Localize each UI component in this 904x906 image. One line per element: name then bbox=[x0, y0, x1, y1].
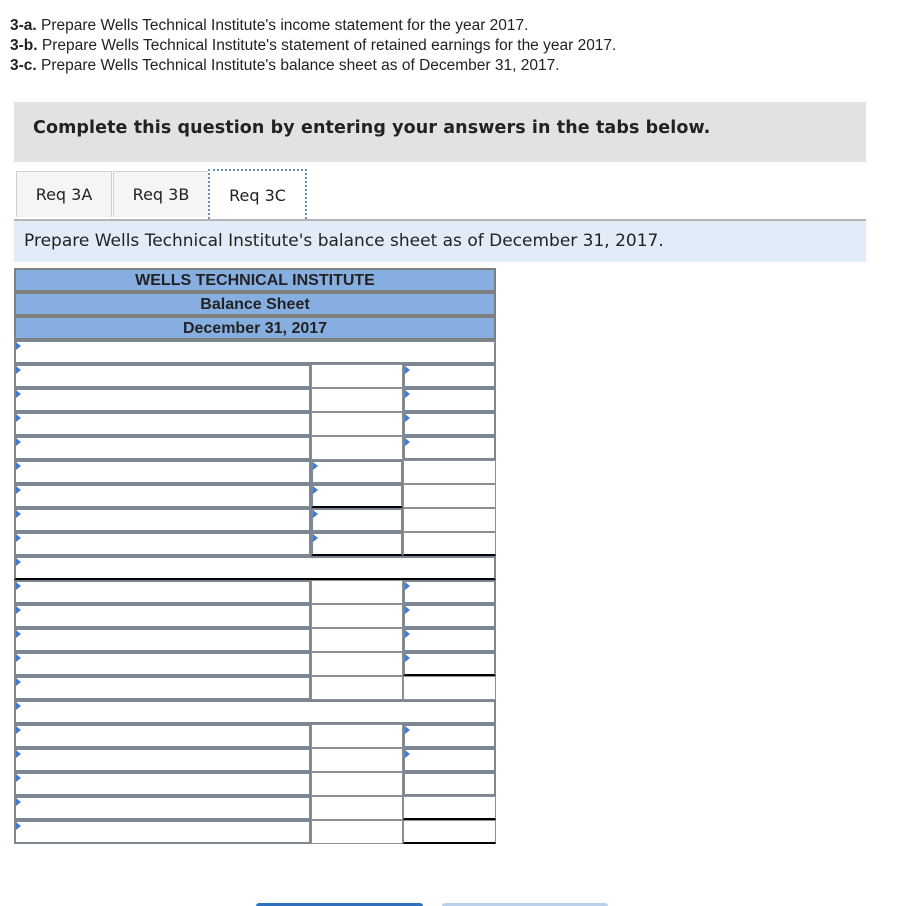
table-row bbox=[14, 580, 496, 604]
account-name-cell[interactable] bbox=[14, 652, 311, 676]
total-cell-input[interactable] bbox=[405, 606, 494, 626]
amount-cell[interactable] bbox=[311, 532, 403, 556]
account-name-cell-input[interactable] bbox=[16, 366, 309, 386]
account-name-cell-input[interactable] bbox=[16, 774, 309, 794]
amount-cell-input[interactable] bbox=[312, 749, 402, 771]
section-label-cell[interactable] bbox=[14, 700, 496, 724]
account-name-cell[interactable] bbox=[14, 796, 311, 820]
table-row bbox=[14, 364, 496, 388]
account-name-cell[interactable] bbox=[14, 484, 311, 508]
amount-cell[interactable] bbox=[311, 412, 403, 436]
total-cell[interactable] bbox=[403, 364, 496, 388]
amount-cell[interactable] bbox=[311, 724, 403, 748]
account-name-cell[interactable] bbox=[14, 412, 311, 436]
section-label-cell[interactable] bbox=[14, 340, 496, 364]
amount-cell[interactable] bbox=[311, 580, 403, 604]
account-name-cell-input[interactable] bbox=[16, 798, 309, 818]
total-cell[interactable] bbox=[403, 484, 496, 508]
account-name-cell[interactable] bbox=[14, 820, 311, 844]
table-row bbox=[14, 508, 496, 532]
total-cell[interactable] bbox=[403, 388, 496, 412]
account-name-cell[interactable] bbox=[14, 748, 311, 772]
total-cell[interactable] bbox=[403, 820, 496, 844]
amount-cell[interactable] bbox=[311, 772, 403, 796]
table-row bbox=[14, 436, 496, 460]
section-label-cell-input[interactable] bbox=[16, 558, 494, 578]
account-name-cell[interactable] bbox=[14, 580, 311, 604]
account-name-cell-input[interactable] bbox=[16, 750, 309, 770]
total-cell-input[interactable] bbox=[404, 797, 495, 818]
account-name-cell[interactable] bbox=[14, 364, 311, 388]
total-cell[interactable] bbox=[403, 724, 496, 748]
total-cell-input[interactable] bbox=[404, 677, 495, 699]
amount-cell-input[interactable] bbox=[312, 437, 402, 459]
account-name-cell[interactable] bbox=[14, 460, 311, 484]
instruction-bar bbox=[14, 221, 866, 262]
amount-cell[interactable] bbox=[311, 796, 403, 820]
amount-cell[interactable] bbox=[311, 628, 403, 652]
account-name-cell[interactable] bbox=[14, 508, 311, 532]
account-name-cell-input[interactable] bbox=[16, 630, 309, 650]
total-cell[interactable] bbox=[403, 796, 496, 820]
table-row bbox=[14, 820, 496, 844]
account-name-cell-input[interactable] bbox=[16, 438, 309, 458]
requirement-3b: 3-b. Prepare Wells Technical Institute's statement of retained earnings for the year 2017. bbox=[10, 37, 617, 54]
amount-cell[interactable] bbox=[311, 820, 403, 844]
total-cell[interactable] bbox=[403, 676, 496, 700]
total-cell-input[interactable] bbox=[405, 750, 494, 770]
tab-req-3c[interactable]: Req 3C bbox=[208, 169, 307, 219]
table-row bbox=[14, 724, 496, 748]
total-cell[interactable] bbox=[403, 628, 496, 652]
total-cell-input[interactable] bbox=[405, 414, 494, 434]
table-row bbox=[14, 388, 496, 412]
tab-req-3a[interactable]: Req 3A bbox=[16, 171, 112, 217]
account-name-cell[interactable] bbox=[14, 772, 311, 796]
table-row bbox=[14, 460, 496, 484]
amount-cell-input[interactable] bbox=[312, 605, 402, 627]
amount-cell-input[interactable] bbox=[312, 365, 402, 387]
amount-cell[interactable] bbox=[311, 364, 403, 388]
amount-cell-input[interactable] bbox=[313, 510, 401, 530]
account-name-cell[interactable] bbox=[14, 604, 311, 628]
total-cell[interactable] bbox=[403, 412, 496, 436]
total-cell[interactable] bbox=[403, 772, 496, 796]
account-name-cell[interactable] bbox=[14, 676, 311, 700]
amount-cell[interactable] bbox=[311, 676, 403, 700]
amount-cell-input[interactable] bbox=[312, 653, 402, 675]
account-name-cell-input[interactable] bbox=[16, 414, 309, 434]
requirement-3a: 3-a. Prepare Wells Technical Institute's income statement for the year 2017. bbox=[10, 17, 529, 34]
total-cell[interactable] bbox=[403, 508, 496, 532]
amount-cell[interactable] bbox=[311, 604, 403, 628]
statement-date-header: December 31, 2017 bbox=[14, 316, 496, 340]
table-row bbox=[14, 796, 496, 820]
amount-cell-input[interactable] bbox=[312, 581, 402, 603]
total-cell[interactable] bbox=[403, 604, 496, 628]
section-label-cell-input[interactable] bbox=[16, 702, 494, 722]
table-row bbox=[14, 772, 496, 796]
amount-cell[interactable] bbox=[311, 388, 403, 412]
account-name-cell-input[interactable] bbox=[16, 606, 309, 626]
amount-cell[interactable] bbox=[311, 748, 403, 772]
account-name-cell-input[interactable] bbox=[16, 822, 309, 842]
total-cell[interactable] bbox=[403, 532, 496, 556]
account-name-cell-input[interactable] bbox=[16, 534, 309, 554]
total-cell-input[interactable] bbox=[405, 390, 494, 410]
section-label-cell[interactable] bbox=[14, 556, 496, 580]
instruction-text: Prepare Wells Technical Institute's balance sheet as of December 31, 2017. bbox=[24, 231, 664, 251]
table-row bbox=[14, 412, 496, 436]
account-name-cell-input[interactable] bbox=[16, 582, 309, 602]
total-cell-input[interactable] bbox=[404, 509, 495, 531]
table-row bbox=[14, 652, 496, 676]
total-cell-input[interactable] bbox=[405, 582, 494, 602]
amount-cell[interactable] bbox=[311, 508, 403, 532]
account-name-cell[interactable] bbox=[14, 628, 311, 652]
total-cell-input[interactable] bbox=[405, 774, 494, 794]
table-row bbox=[14, 676, 496, 700]
section-label-cell-input[interactable] bbox=[16, 342, 494, 362]
account-name-cell[interactable] bbox=[14, 532, 311, 556]
table-row bbox=[14, 604, 496, 628]
amount-cell-input[interactable] bbox=[312, 677, 402, 699]
account-name-cell[interactable] bbox=[14, 388, 311, 412]
account-name-cell-input[interactable] bbox=[16, 678, 309, 698]
amount-cell-input[interactable] bbox=[313, 462, 401, 482]
total-cell-input[interactable] bbox=[405, 438, 494, 458]
table-row bbox=[14, 532, 496, 556]
tab-req-3b[interactable]: Req 3B bbox=[113, 171, 209, 217]
total-cell-input[interactable] bbox=[405, 630, 494, 650]
total-cell-input[interactable] bbox=[405, 366, 494, 386]
account-name-cell-input[interactable] bbox=[16, 726, 309, 746]
total-cell-input[interactable] bbox=[404, 533, 495, 554]
requirement-3c: 3-c. Prepare Wells Technical Institute's balance sheet as of December 31, 2017. bbox=[10, 57, 560, 74]
table-row bbox=[14, 340, 496, 364]
amount-cell-input[interactable] bbox=[312, 773, 402, 795]
amount-cell[interactable] bbox=[311, 436, 403, 460]
total-cell[interactable] bbox=[403, 580, 496, 604]
amount-cell-input[interactable] bbox=[312, 389, 402, 411]
total-cell-input[interactable] bbox=[404, 821, 495, 842]
amount-cell[interactable] bbox=[311, 484, 403, 508]
amount-cell-input[interactable] bbox=[313, 534, 401, 554]
requirements-list bbox=[10, 16, 616, 76]
statement-title-header: Balance Sheet bbox=[14, 292, 496, 316]
total-cell-input[interactable] bbox=[405, 726, 494, 746]
table-row bbox=[14, 484, 496, 508]
tab-bar bbox=[14, 168, 866, 221]
amount-cell-input[interactable] bbox=[312, 413, 402, 435]
account-name-cell-input[interactable] bbox=[16, 486, 309, 506]
company-name-header: WELLS TECHNICAL INSTITUTE bbox=[14, 268, 496, 292]
account-name-cell[interactable] bbox=[14, 436, 311, 460]
total-cell-input[interactable] bbox=[404, 485, 495, 507]
account-name-cell-input[interactable] bbox=[16, 390, 309, 410]
table-row bbox=[14, 700, 496, 724]
account-name-cell[interactable] bbox=[14, 724, 311, 748]
amount-cell-input[interactable] bbox=[313, 486, 401, 506]
account-name-cell-input[interactable] bbox=[16, 462, 309, 482]
account-name-cell-input[interactable] bbox=[16, 654, 309, 674]
amount-cell[interactable] bbox=[311, 460, 403, 484]
banner-text: Complete this question by entering your answers in the tabs below. bbox=[33, 118, 711, 138]
table-row bbox=[14, 628, 496, 652]
table-row bbox=[14, 748, 496, 772]
amount-cell-input[interactable] bbox=[312, 821, 402, 843]
account-name-cell-input[interactable] bbox=[16, 510, 309, 530]
table-row bbox=[14, 556, 496, 580]
total-cell[interactable] bbox=[403, 460, 496, 484]
total-cell-input[interactable] bbox=[404, 461, 495, 483]
amount-cell[interactable] bbox=[311, 652, 403, 676]
amount-cell-input[interactable] bbox=[312, 725, 402, 747]
total-cell-input[interactable] bbox=[405, 654, 494, 674]
amount-cell-input[interactable] bbox=[312, 629, 402, 651]
instructions-banner bbox=[14, 102, 866, 162]
total-cell[interactable] bbox=[403, 748, 496, 772]
amount-cell-input[interactable] bbox=[312, 797, 402, 819]
total-cell[interactable] bbox=[403, 436, 496, 460]
total-cell[interactable] bbox=[403, 652, 496, 676]
